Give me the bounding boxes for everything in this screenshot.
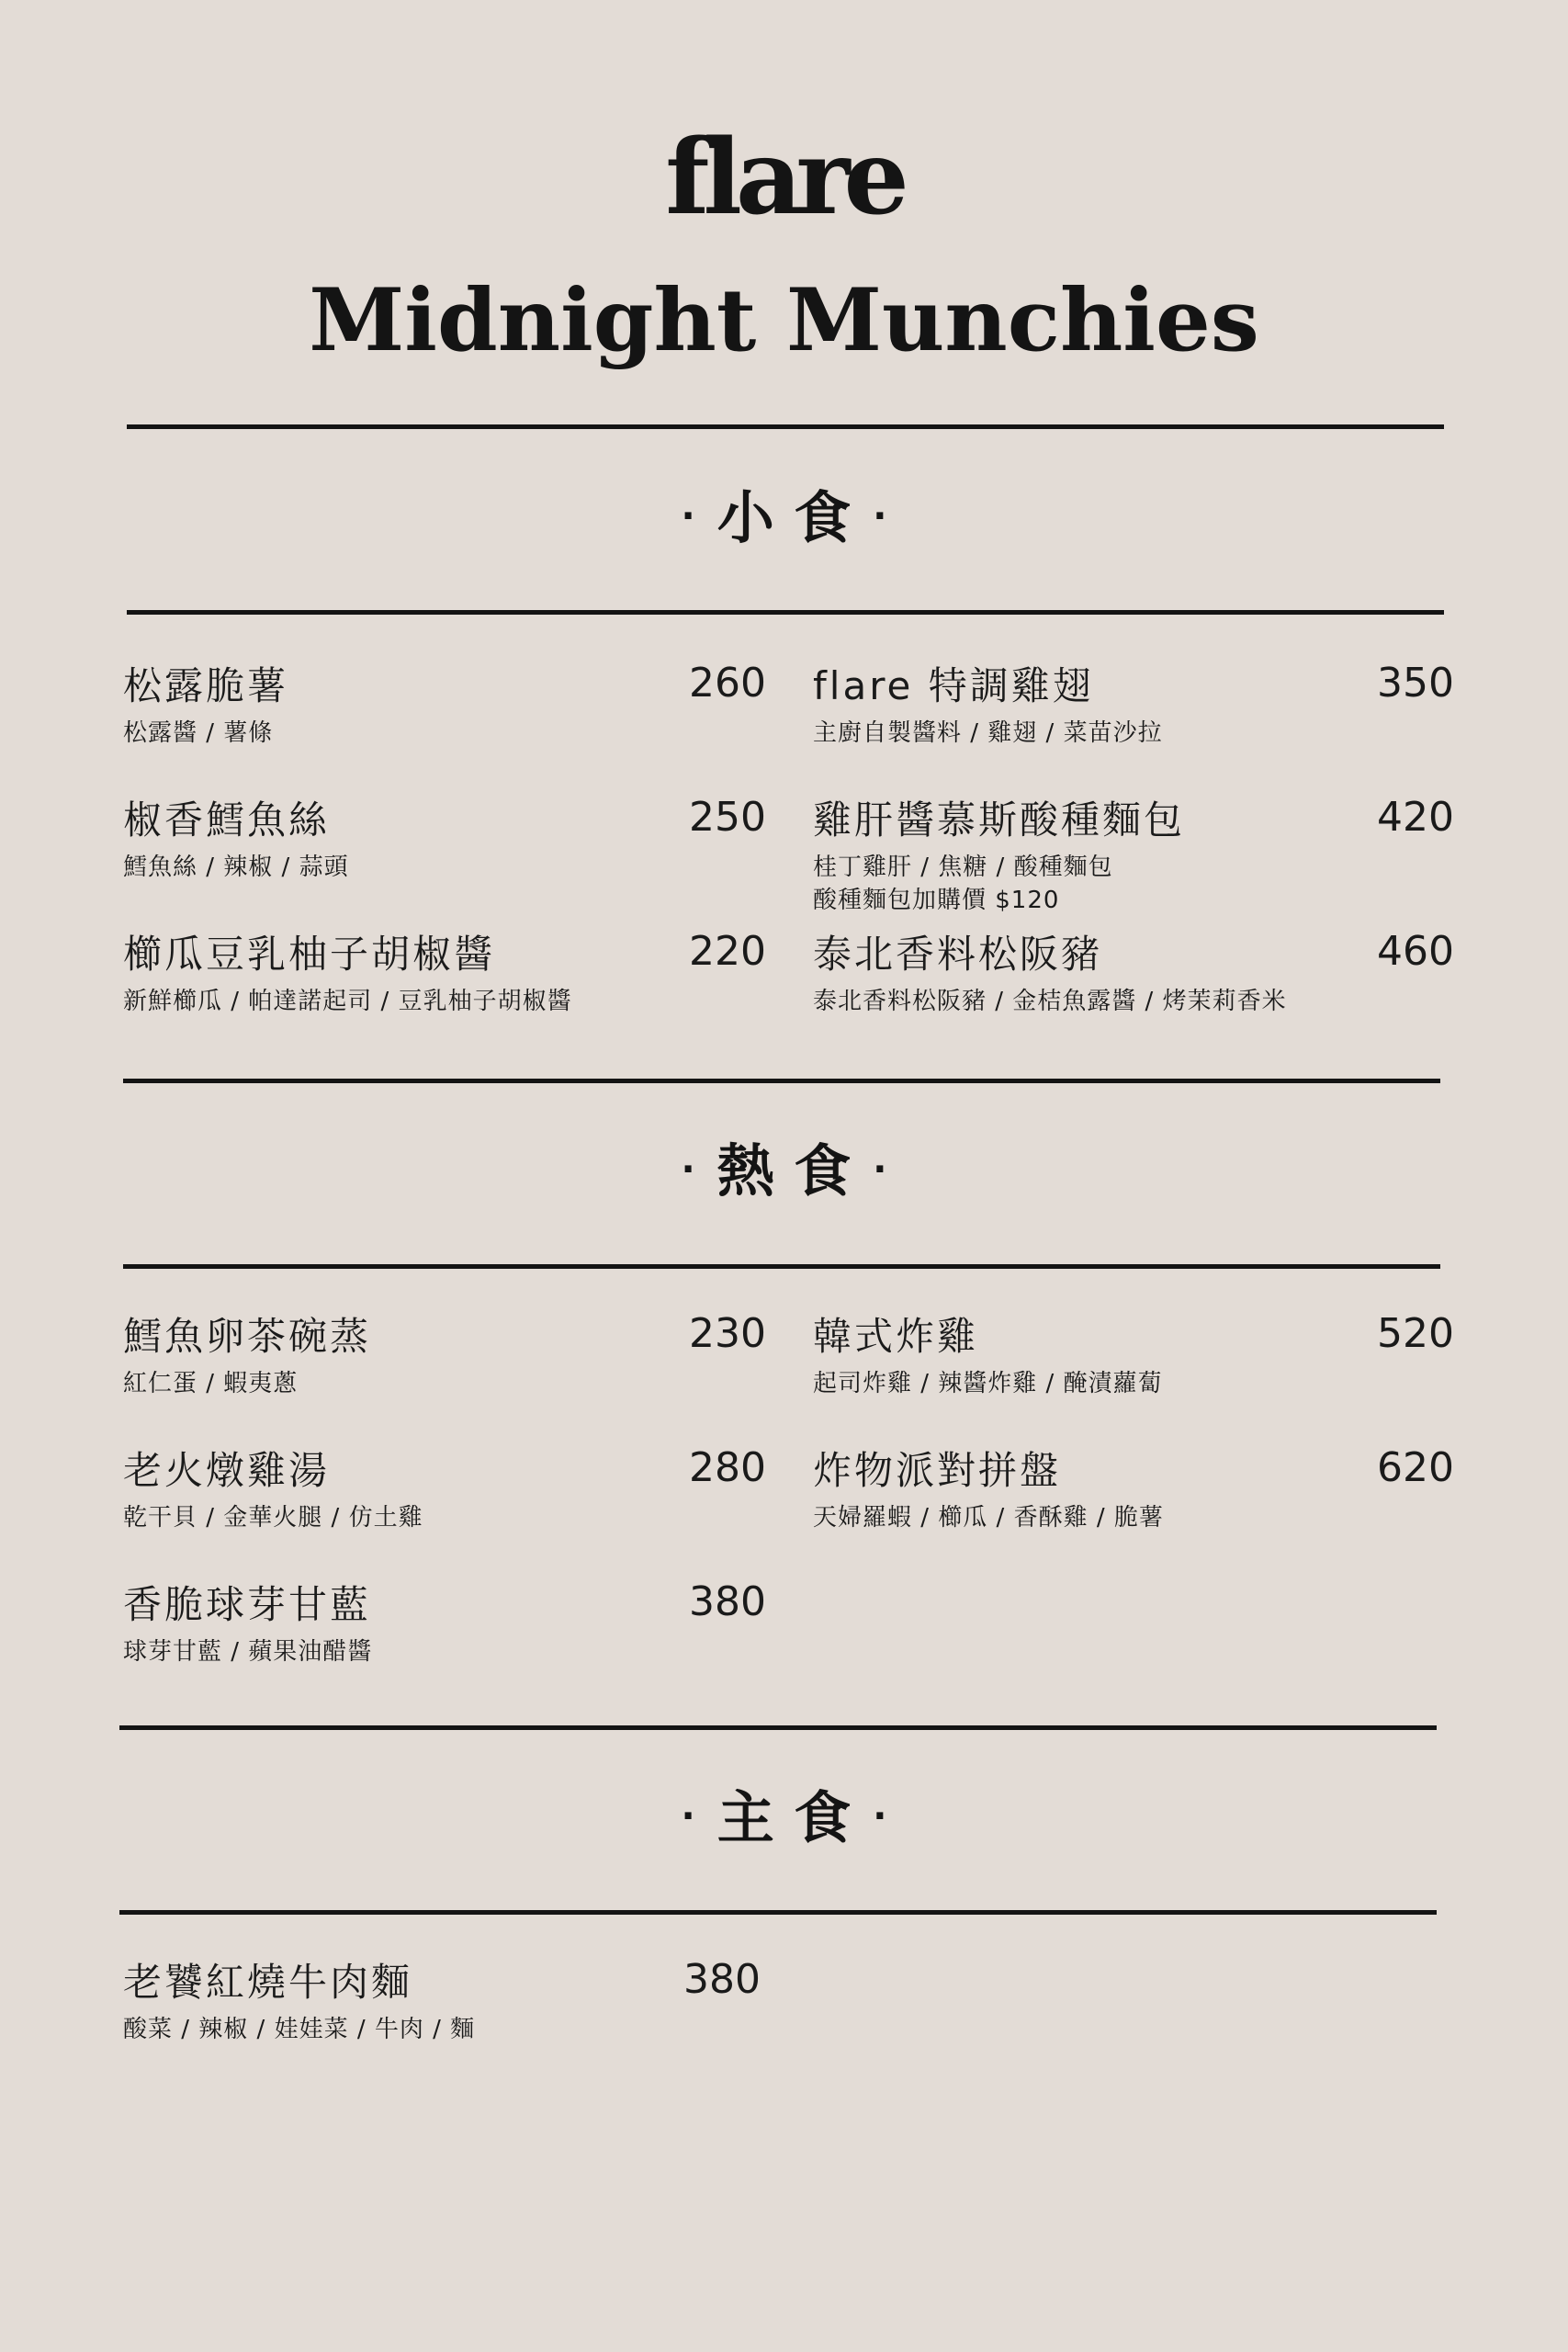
brand-logo: flare <box>665 118 903 238</box>
item-desc: 酸菜 / 辣椒 / 娃娃菜 / 牛肉 / 麵 <box>123 2016 476 2043</box>
item-price: 380 <box>683 1956 761 2003</box>
divider <box>119 1725 1437 1730</box>
item-name: 泰北香料松阪豬 <box>813 932 1103 977</box>
item-desc: 球芽甘藍 / 蘋果油醋醬 <box>123 1638 373 1666</box>
item-name: 椒香鱈魚絲 <box>123 797 331 842</box>
divider <box>119 1910 1437 1915</box>
item-desc: 乾干貝 / 金華火腿 / 仿土雞 <box>123 1504 423 1532</box>
item-desc: 泰北香料松阪豬 / 金桔魚露醬 / 烤茉莉香米 <box>813 988 1287 1015</box>
item-desc: 新鮮櫛瓜 / 帕達諾起司 / 豆乳柚子胡椒醬 <box>123 988 572 1015</box>
item-price: 520 <box>1377 1310 1454 1357</box>
item-name: 香脆球芽甘藍 <box>123 1582 372 1627</box>
item-price: 380 <box>689 1578 766 1625</box>
item-desc: 起司炸雞 / 辣醬炸雞 / 醃漬蘿蔔 <box>813 1370 1163 1397</box>
menu-title: Midnight Munchies <box>309 270 1259 371</box>
item-name: 櫛瓜豆乳柚子胡椒醬 <box>123 932 496 977</box>
item-name: 雞肝醬慕斯酸種麵包 <box>813 797 1186 842</box>
section-title-mains: · 主 食 · <box>681 1784 887 1851</box>
divider <box>123 1264 1440 1269</box>
item-price: 220 <box>689 928 766 975</box>
divider <box>127 610 1444 615</box>
item-price: 280 <box>689 1444 766 1491</box>
item-desc: 天婦羅蝦 / 櫛瓜 / 香酥雞 / 脆薯 <box>813 1504 1164 1532</box>
item-price: 420 <box>1377 794 1454 841</box>
section-title-snacks: · 小 食 · <box>681 484 887 551</box>
item-desc: 松露醬 / 薯條 <box>123 719 274 747</box>
item-price: 460 <box>1377 928 1454 975</box>
item-name: 炸物派對拼盤 <box>813 1448 1062 1493</box>
divider <box>123 1079 1440 1083</box>
item-price: 250 <box>689 794 766 841</box>
item-price: 350 <box>1377 660 1454 707</box>
item-price: 260 <box>689 660 766 707</box>
item-name: 松露脆薯 <box>123 663 289 708</box>
item-desc: 紅仁蛋 / 蝦夷蔥 <box>123 1370 299 1397</box>
item-desc: 鱈魚絲 / 辣椒 / 蒜頭 <box>123 854 349 881</box>
item-name: 老火燉雞湯 <box>123 1448 331 1493</box>
item-desc: 主廚自製醬料 / 雞翅 / 菜苗沙拉 <box>813 719 1163 747</box>
item-name: 韓式炸雞 <box>813 1314 979 1359</box>
item-desc-extra: 酸種麵包加購價 $120 <box>813 887 1060 914</box>
item-price: 620 <box>1377 1444 1454 1491</box>
item-name: flare 特調雞翅 <box>813 663 1094 708</box>
item-name: 老饕紅燒牛肉麵 <box>123 1960 413 2005</box>
divider <box>127 424 1444 429</box>
item-name: 鱈魚卵茶碗蒸 <box>123 1314 372 1359</box>
item-price: 230 <box>689 1310 766 1357</box>
item-desc: 桂丁雞肝 / 焦糖 / 酸種麵包 <box>813 854 1113 881</box>
section-title-hot-food: · 熱 食 · <box>681 1137 887 1204</box>
